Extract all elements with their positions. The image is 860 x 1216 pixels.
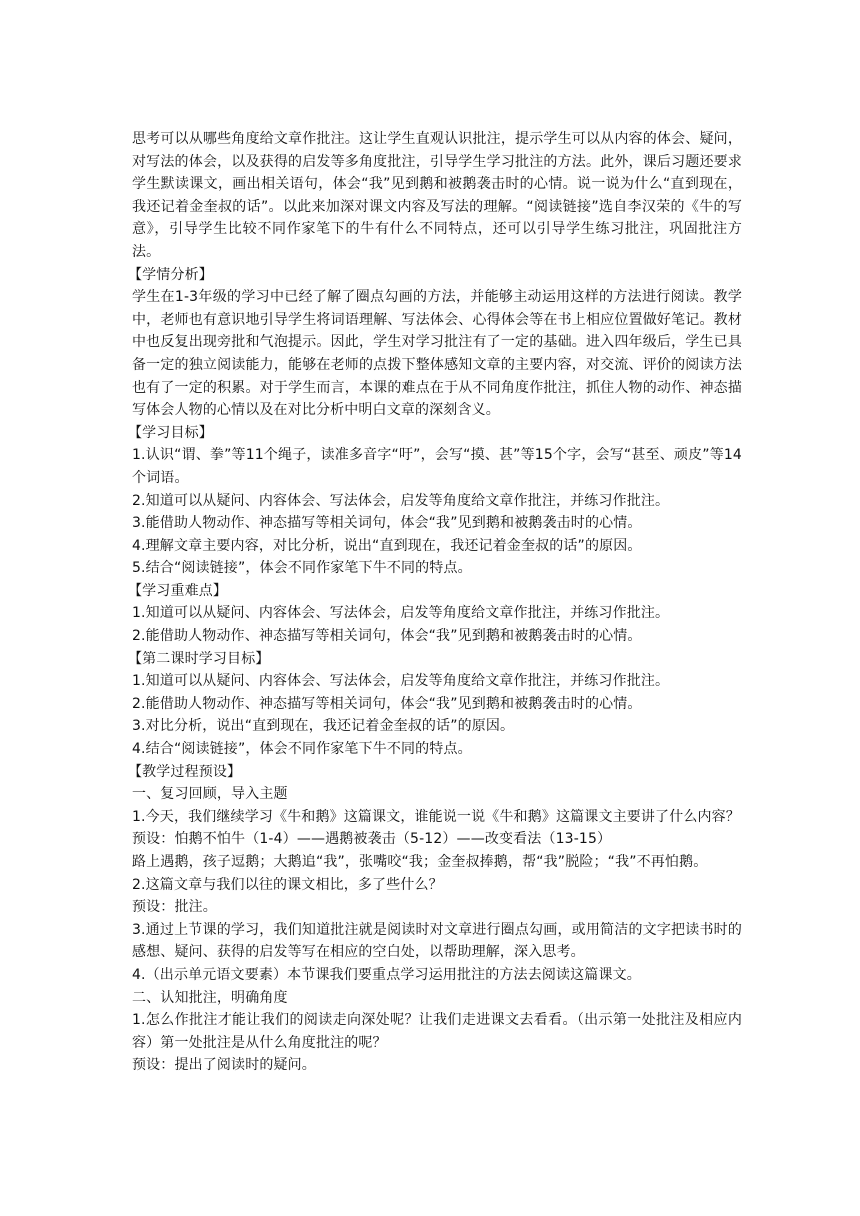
key-point-1: 1.知道可以从疑问、内容体会、写法体会，启发等角度给文章作批注，并练习作批注。 (132, 605, 670, 622)
section-heading-teaching-process: 【教学过程预设】 (128, 763, 242, 780)
process-item: 3.通过上节课的学习，我们知道批注就是阅读时对文章进行圈点勾画，或用简洁的文字把读书时的感想、疑问、获得的启发等写在相应的空白处，以帮助理解，深入思考。 (132, 921, 742, 961)
process-step-heading-2: 二、认知批注，明确角度 (132, 989, 288, 1006)
process-step-heading-1: 一、复习回顾，导入主题 (132, 786, 288, 803)
learning-goal-1: 1.认识“谓、拳”等11个绳子，读准多音字“吁”，会写“摸、甚”等15个字，会写“甚至、顽皮”等14个词语。 (132, 447, 742, 486)
document-page (128, 128, 742, 1077)
second-lesson-goal-4: 4.结合“阅读链接”，体会不同作家笔下牛不同的特点。 (132, 741, 472, 758)
process-item: 1.今天，我们继续学习《牛和鹅》这篇课文，谁能说一说《牛和鹅》这篇课文主要讲了什么内容？ (132, 808, 740, 825)
learning-goal-2: 2.知道可以从疑问、内容体会、写法体会，启发等角度给文章作批注，并练习作批注。 (132, 492, 670, 509)
second-lesson-goal-2: 2.能借助人物动作、神态描写等相关词句，体会“我”见到鹅和被鹅袭击时的心情。 (132, 695, 642, 712)
section-heading-second-lesson-goals: 【第二课时学习目标】 (128, 650, 270, 667)
second-lesson-goal-3: 3.对比分析，说出“直到现在，我还记着金奎叔的话”的原因。 (132, 718, 515, 735)
section-heading-learner-analysis: 【学情分析】 (128, 266, 213, 283)
learning-goal-5: 5.结合“阅读链接”，体会不同作家笔下牛不同的特点。 (132, 560, 472, 577)
process-item: 1.怎么作批注才能让我们的阅读走向深处呢？让我们走进课文去看看。（出示第一处批注及相应内容）第一处批注是从什么角度批注的呢？ (132, 1012, 742, 1051)
second-lesson-goal-1: 1.知道可以从疑问、内容体会、写法体会，启发等角度给文章作批注，并练习作批注。 (132, 673, 670, 690)
learner-analysis-paragraph: 学生在1-3年级的学习中已经了解了圈点勾画的方法，并能够主动运用这样的方法进行阅读。教学中，老师也有意识地引导学生将词语理解、写法体会、心得体会等在书上相应位置做好笔记。教材中也反复出现旁批和气泡提示。因此，学生对学习批注有了一定的基础。进入四年级后，学生已具备一定的独立阅读能力，能够在老师的点拨下整体感知文章的主要内容，对交流、评价的阅读方法也有了一定的积累。对于学生而言，本课的难点在于从不同角度作批注，抓住人物的动作、神态描写体会人物的心情以及在对比分析中明白文章的深刻含义。 (132, 289, 742, 419)
process-item: 路上遇鹅，孩子逗鹅；大鹅追“我”，张嘴咬“我；金奎叔捧鹅，帮“我”脱险；“我”不再怕鹅。 (132, 854, 708, 870)
process-item: 2.这篇文章与我们以往的课文相比，多了些什么？ (132, 876, 443, 893)
section-heading-key-points: 【学习重难点】 (128, 582, 228, 599)
process-item: 预设：怕鹅不怕牛（1-4）——遇鹅被袭击（5-12）——改变看法（13-15） (132, 831, 612, 848)
process-item: 预设：批注。 (132, 899, 217, 916)
learning-goal-3: 3.能借助人物动作、神态描写等相关词句，体会“我”见到鹅和被鹅袭击时的心情。 (132, 515, 642, 532)
process-item: 预设：提出了阅读时的疑问。 (132, 1057, 316, 1074)
key-point-2: 2.能借助人物动作、神态描写等相关词句，体会“我”见到鹅和被鹅袭击时的心情。 (132, 628, 642, 645)
section-heading-learning-goals: 【学习目标】 (128, 424, 213, 441)
intro-paragraph: 思考可以从哪些角度给文章作批注。这让学生直观认识批注，提示学生可以从内容的体会、疑问，对写法的体会，以及获得的启发等多角度批注，引导学生学习批注的方法。此外，课后习题还要求学生默读课文，画出相关语句，体会“我”见到鹅和被鹅袭击时的心情。说一说为什么“直到现在，我还记着金奎叔的话”。以此来加深对课文内容及写法的理解。“阅读链接”选自李汉荣的《牛的写意》，引导学生比较不同作家笔下的牛有什么不同特点，还可以引导学生练习批注，巩固批注方法。 (132, 131, 742, 260)
learning-goal-4: 4.理解文章主要内容，对比分析，说出“直到现在，我还记着金奎叔的话”的原因。 (132, 537, 642, 554)
process-item: 4.（出示单元语文要素）本节课我们要重点学习运用批注的方法去阅读这篇课文。 (132, 966, 641, 983)
